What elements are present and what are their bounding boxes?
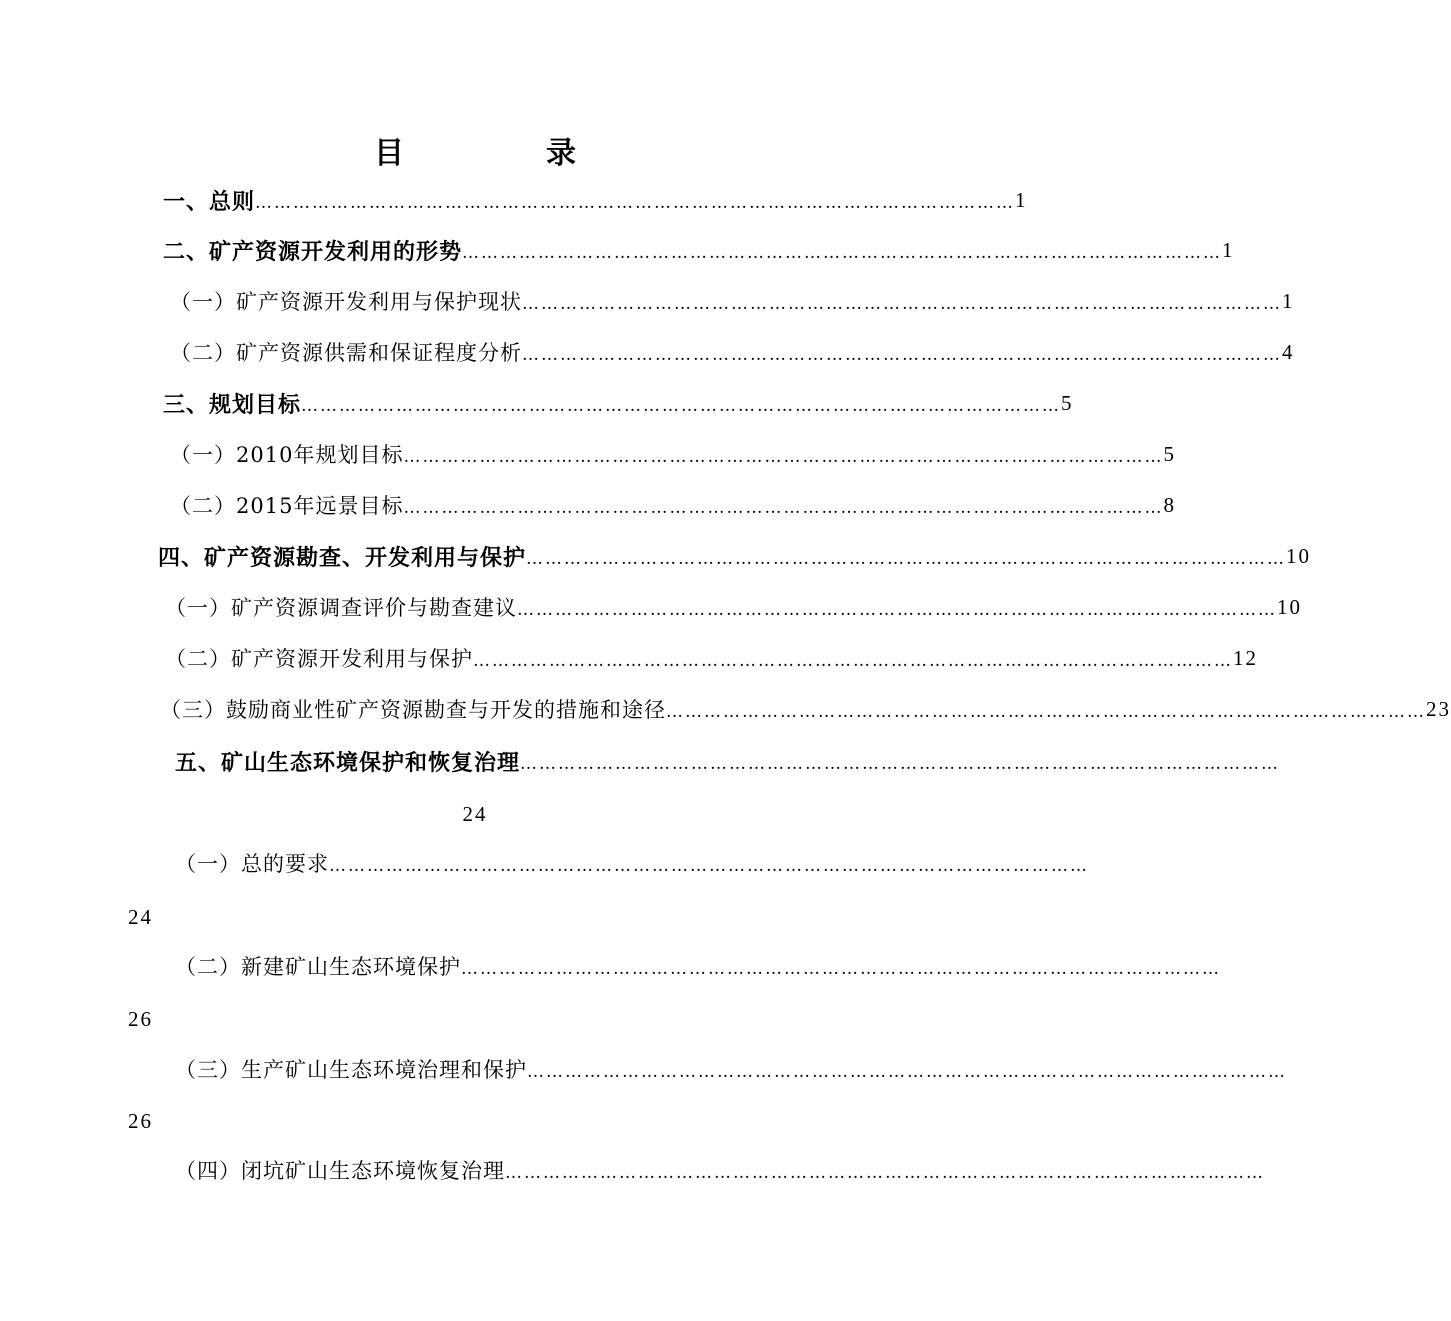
toc-page-number: 5 [1163, 441, 1176, 466]
toc-entry[interactable] [175, 843, 1089, 883]
toc-page-number: 8 [1163, 492, 1176, 517]
toc-entry[interactable] [160, 689, 1451, 729]
toc-page-number: 5 [1061, 390, 1074, 415]
toc-page-number: 12 [1233, 645, 1258, 670]
toc-leader-dots: ………………………………………………………………………………………………………… [505, 1163, 1265, 1183]
toc-entry-text: （二）矿产资源供需和保证程度分析 [170, 341, 522, 365]
toc-entry-text: 五、矿山生态环境保护和恢复治理 [175, 749, 521, 776]
toc-entry[interactable] [175, 1049, 1287, 1089]
toc-page-number: 26 [128, 1007, 153, 1031]
toc-entry[interactable] [175, 1150, 1265, 1190]
toc-entry[interactable] [165, 638, 1258, 678]
toc-entry-text: 一、总则 [163, 188, 256, 215]
toc-leader-dots: ………………………………………………………………………………………………………… [329, 856, 1089, 876]
toc-leader-dots: ………………………………………………………………………………………………………… [520, 754, 1281, 774]
toc-page-number: 23 [1426, 696, 1451, 721]
toc-page-number: 24 [462, 802, 488, 826]
toc-leader-dots: ………………………………………………………………………………………………………… [462, 243, 1223, 263]
toc-entry[interactable] [170, 332, 1295, 372]
toc-entry-text: 二、矿产资源开发利用的形势 [163, 238, 463, 265]
toc-entry-text: 三、规划目标 [163, 391, 302, 418]
toc-leader-dots: ………………………………………………………………………………………………………… [403, 447, 1164, 467]
toc-page-number: 1 [1222, 237, 1235, 262]
toc-entry[interactable] [163, 230, 1235, 270]
toc-leader-dots: ………………………………………………………………………………………………………… [522, 294, 1282, 314]
toc-leader-dots: ………………………………………………………………………………………………………… [527, 1062, 1287, 1082]
toc-leader-dots: ………………………………………………………………………………………………………… [517, 600, 1277, 620]
toc-entry[interactable] [163, 180, 1028, 220]
toc-page-number: 1 [1015, 187, 1028, 212]
toc-entry-text: （一）总的要求 [175, 852, 329, 876]
toc-entry[interactable] [175, 741, 1281, 781]
toc-entry-text: （一）矿产资源调查评价与勘查建议 [165, 596, 517, 620]
toc-leader-dots: ………………………………………………………………………………………………………… [666, 702, 1426, 722]
toc-entry-text: 四、矿产资源勘查、开发利用与保护 [158, 544, 527, 571]
toc-entry[interactable] [170, 434, 1176, 474]
toc-entry-text: （四）闭坑矿山生态环境恢复治理 [175, 1159, 505, 1183]
toc-entry[interactable] [165, 587, 1302, 627]
toc-entry[interactable] [175, 946, 1221, 986]
toc-page-number: 10 [1286, 543, 1312, 568]
toc-entry-text: （一）2010年规划目标 [170, 443, 404, 467]
toc-page-number: 10 [1277, 594, 1302, 619]
toc-page-number: 24 [128, 905, 153, 929]
toc-entry[interactable] [163, 383, 1074, 423]
toc-leader-dots: ………………………………………………………………………………………………………… [301, 396, 1062, 416]
toc-entry-text: （一）矿产资源开发利用与保护现状 [170, 290, 522, 314]
toc-entry[interactable] [158, 536, 1312, 576]
toc-entry-text: （二）矿产资源开发利用与保护 [165, 647, 473, 671]
toc-page-number: 1 [1282, 288, 1295, 313]
toc-entry-text: （二）2015年远景目标 [170, 494, 404, 518]
toc-entry-text: （二）新建矿山生态环境保护 [175, 955, 461, 979]
toc-leader-dots: ………………………………………………………………………………………………………… [473, 651, 1233, 671]
toc-page-number: 4 [1282, 339, 1295, 364]
toc-leader-dots: ………………………………………………………………………………………………………… [461, 959, 1221, 979]
toc-entry-text: （三）生产矿山生态环境治理和保护 [175, 1058, 527, 1082]
toc-page-number: 26 [128, 1109, 153, 1133]
toc-leader-dots: ………………………………………………………………………………………………………… [522, 345, 1282, 365]
toc-leader-dots: ………………………………………………………………………………………………………… [403, 498, 1164, 518]
toc-leader-dots: ………………………………………………………………………………………………………… [526, 549, 1287, 569]
toc-entry-text: （三）鼓励商业性矿产资源勘查与开发的措施和途径 [160, 698, 666, 722]
toc-leader-dots: ………………………………………………………………………………………………………… [255, 193, 1016, 213]
toc-entry[interactable] [170, 485, 1176, 525]
toc-title: 目 录 [374, 136, 632, 171]
toc-entry[interactable] [170, 281, 1295, 321]
